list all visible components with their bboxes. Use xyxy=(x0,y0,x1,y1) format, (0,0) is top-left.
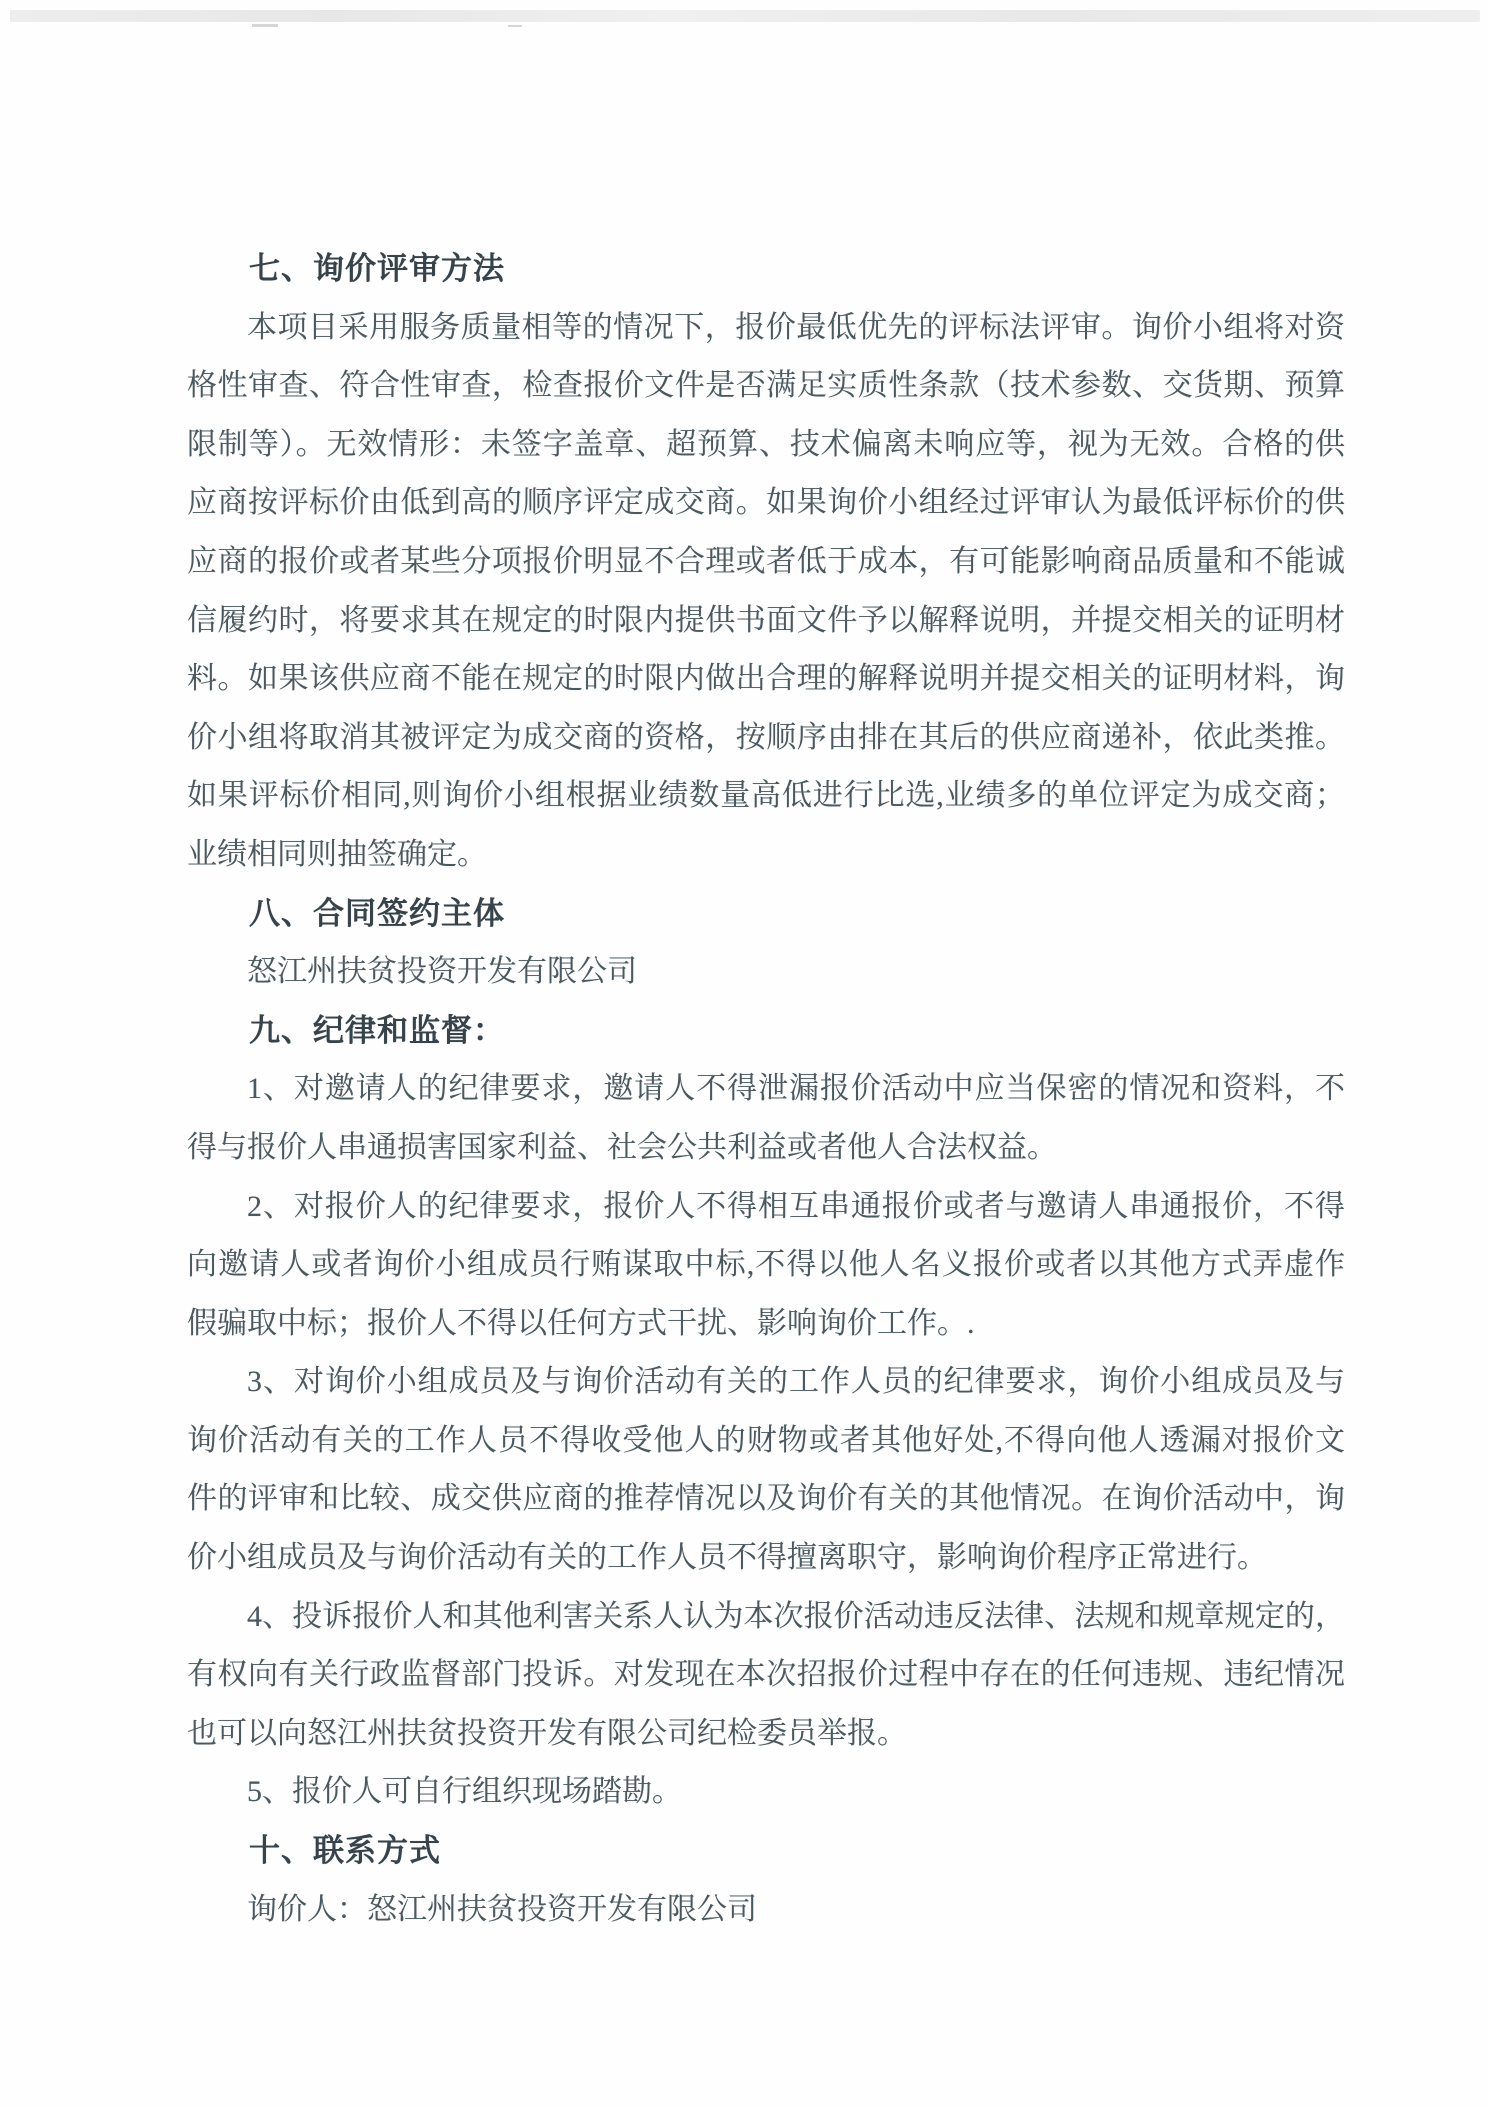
scan-artifact-band xyxy=(10,10,1480,22)
scan-speck xyxy=(252,24,278,27)
text-line: 应商按评标价由低到高的顺序评定成交商。如果询价小组经过评审认为最低评标价的供 xyxy=(187,486,1345,520)
text-line: 4、投诉报价人和其他利害关系人认为本次报价活动违反法律、法规和规章规定的， xyxy=(247,1599,1345,1633)
text-line: 有权向有关行政监督部门投诉。对发现在本次招报价过程中存在的任何违规、违纪情况 xyxy=(187,1658,1345,1692)
text-line: 假骗取中标；报价人不得以任何方式干扰、影响询价工作。. xyxy=(187,1306,975,1340)
text-line: 价小组将取消其被评定为成交商的资格，按顺序由排在其后的供应商递补，依此类推。 xyxy=(187,720,1345,754)
text-line: 限制等）。无效情形：未签字盖章、超预算、技术偏离未响应等，视为无效。合格的供 xyxy=(187,427,1345,461)
text-line: 怒江州扶贫投资开发有限公司 xyxy=(247,955,637,989)
text-line: 业绩相同则抽签确定。 xyxy=(187,837,487,871)
text-line: 信履约时，将要求其在规定的时限内提供书面文件予以解释说明，并提交相关的证明材 xyxy=(187,603,1345,637)
section-heading: 九、纪律和监督： xyxy=(249,1012,505,1048)
scan-speck xyxy=(508,25,522,27)
text-line: 料。如果该供应商不能在规定的时限内做出合理的解释说明并提交相关的证明材料，询 xyxy=(187,662,1345,696)
text-line: 询价人：怒江州扶贫投资开发有限公司 xyxy=(247,1892,757,1926)
text-line: 价小组成员及与询价活动有关的工作人员不得擅离职守，影响询价程序正常进行。 xyxy=(187,1541,1267,1575)
text-line: 得与报价人串通损害国家利益、社会公共利益或者他人合法权益。 xyxy=(187,1130,1057,1164)
text-line: 向邀请人或者询价小组成员行贿谋取中标,不得以他人名义报价或者以其他方式弄虚作 xyxy=(187,1248,1345,1282)
section-heading: 十、联系方式 xyxy=(249,1833,441,1869)
text-line: 件的评审和比较、成交供应商的推荐情况以及询价有关的其他情况。在询价活动中，询 xyxy=(187,1482,1345,1516)
text-line: 应商的报价或者某些分项报价明显不合理或者低于成本，有可能影响商品质量和不能诚 xyxy=(187,544,1345,578)
text-line: 5、报价人可自行组织现场踏勘。 xyxy=(247,1775,682,1809)
text-line: 本项目采用服务质量相等的情况下，报价最低优先的评标法评审。询价小组将对资 xyxy=(247,310,1345,344)
section-heading: 七、询价评审方法 xyxy=(249,251,505,286)
text-line: 如果评标价相同,则询价小组根据业绩数量高低进行比选,业绩多的单位评定为成交商； xyxy=(187,779,1345,813)
text-line: 2、对报价人的纪律要求，报价人不得相互串通报价或者与邀请人串通报价，不得 xyxy=(247,1189,1345,1223)
text-line: 询价活动有关的工作人员不得收受他人的财物或者其他好处,不得向他人透漏对报价文 xyxy=(187,1423,1345,1457)
text-line: 1、对邀请人的纪律要求，邀请人不得泄漏报价活动中应当保密的情况和资料，不 xyxy=(247,1072,1345,1106)
text-line: 也可以向怒江州扶贫投资开发有限公司纪检委员举报。 xyxy=(187,1716,907,1750)
document-body xyxy=(187,240,1345,1939)
section-heading: 八、合同签约主体 xyxy=(249,895,505,931)
text-line: 格性审查、符合性审查，检查报价文件是否满足实质性条款（技术参数、交货期、预算 xyxy=(187,369,1345,403)
text-line: 3、对询价小组成员及与询价活动有关的工作人员的纪律要求，询价小组成员及与 xyxy=(247,1365,1345,1399)
